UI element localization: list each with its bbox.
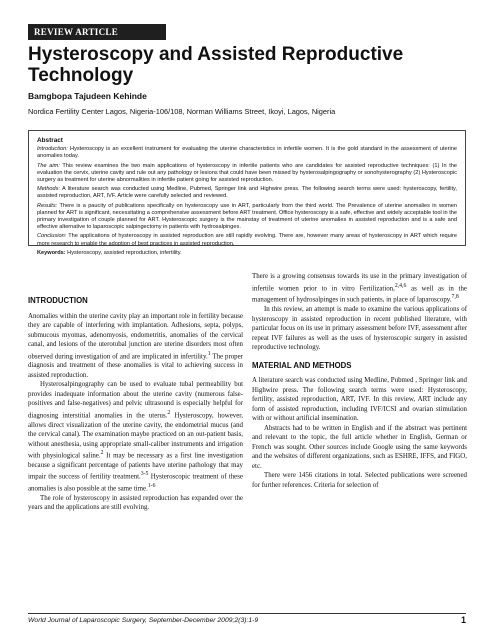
intro-p2-tail: Hysteroscopy, however, allows direct visualization of the uterine cavity, the endometrial mucus (and the cervical canal). The examination maybe practiced on an out-patient basis, without anesthesia, using appropriate small-caliber instruments and irrigation with physiological saline. <box>28 412 243 460</box>
body-right-column <box>252 272 467 490</box>
footer-rule <box>28 613 466 614</box>
abstract-keywords-text: Hysteroscopy, assisted reproduction, infertility. <box>65 249 182 256</box>
intro-p1-tail: The proper diagnosis and treatment of these anomalies is vital to achieving success in assisted reproduction. <box>28 352 243 379</box>
intro-paragraph-2 <box>28 380 243 494</box>
abstract-results-text: There is a paucity of publications specifically on hysteroscopy use in ART, particularly from the third world. The Prevalence of uterine anomalies in women planned for ART is significant, necessitating a comprehensive assessment before ART treatment. Office hysteroscopy is a safe, effective and widely acceptable tool in the primary investigation of couple planned for ART. Hysteroscopic surgery is the mainstay of treatment of uterine anomalies in assisted reproduction and is a safe and effective alternative to laparoscopic salpingectomy in patients with hydrosalpinges. <box>37 202 457 231</box>
intro-paragraph-4 <box>252 272 467 305</box>
abstract-methods <box>37 186 457 200</box>
intro-p2-tail2: It may be necessary as a first line investigation because a significant percentage of patients have uterine pathology that may impair the success of fertility treatment. <box>28 452 243 481</box>
citation-ref: 7,8 <box>451 294 459 301</box>
abstract-box <box>28 130 466 256</box>
intro-paragraph-3: The role of hysteroscopy in assisted reproduction has expanded over the years and the applications are still evolving. <box>28 494 243 512</box>
abstract-introduction <box>37 146 457 160</box>
abstract-heading: Abstract <box>37 137 63 144</box>
intro-p2-tail3: Hysteroscopic treatment of these anomalies is also possible at the same time. <box>28 473 243 493</box>
abstract-keywords <box>37 250 457 257</box>
abstract-introduction-label: Introduction: <box>37 146 68 153</box>
methods-paragraph-2: Abstracts had to be written in English and if the abstract was pertinent and relevant to the topic, the full article whether in English, German or French was sought. Other sources include Google using the same keywords and the websites of different organizations, such as ESHRE, IFFS, and FIGO, etc. <box>252 424 467 470</box>
author-name: Bamgbopa Tajudeen Kehinde <box>28 91 147 101</box>
page-number: 1 <box>460 615 466 625</box>
abstract-aim <box>37 163 457 185</box>
page-footer <box>28 617 466 625</box>
citation-ref: 2,4,6 <box>394 282 407 289</box>
intro-p1-text: Anomalies within the uterine cavity play an important role in fertility because they are capable of interfering with implantation. Adhesions, septa, polyps, submucous myomas, adenomyosis, endometritis, anomalies of the cervical canal, and lesions of the uterotubal junction are uterine disorders most often observed during investigation of and are implicated in infertility. <box>28 312 243 360</box>
body-left-column <box>28 296 243 513</box>
citation-ref: 2 <box>167 409 171 416</box>
intro-paragraph-1 <box>28 312 243 381</box>
intro-paragraph-5: In this review, an attempt is made to examine the various applications of hysteroscopy in assisted reproduction in recent published literature, with particular focus on its use in primary assessment before IVF, assessment after repeat IVF failures as well as the uses of hysteroscopic surgery in assisted reproductive technology. <box>252 306 467 352</box>
citation-ref: 1 <box>207 350 211 357</box>
abstract-keywords-label: Keywords: <box>37 249 66 256</box>
abstract-conclusion-text: The applications of hysteroscopy in assisted reproduction are still rapidly evolving. There are, however many areas of hysteroscopy in ART which require more research to enable the adoption of best practices in assisted reproduction. <box>37 233 457 247</box>
abstract-conclusion <box>37 233 457 247</box>
intro-p4-tail: as well as in the management of hydrosalpinges in such patients, in place of laparoscopy. <box>252 284 467 304</box>
intro-p4-text: There is a growing consensus towards its use in the primary investigation of infertile women prior to in vitro Fertilization, <box>252 273 467 292</box>
citation-ref: 1-6 <box>147 483 156 490</box>
abstract-methods-text: A literature search was conducted using Medline, Pubmed, Springer link and Highwire press. The following search terms were used: hysteroscopy, fertility, assisted reproduction, ART, IVF. Article were carefully selected and reviewed. <box>37 186 457 200</box>
article-title: Hysteroscopy and Assisted Reproductive Technology <box>28 44 404 86</box>
abstract-results-label: Results: <box>37 202 58 209</box>
citation-ref: 3-5 <box>140 471 149 478</box>
abstract-introduction-text: Hysteroscopy is an excellent instrument for evaluating the uterine characteristics in infertile women. It is the gold standard in the assessment of uterine anomalies today. <box>37 146 457 160</box>
journal-citation: World Journal of Laparoscopic Surgery, September-December 2009;2(3):1-9 <box>28 617 259 624</box>
abstract-conclusion-label: Conclusion: <box>37 233 67 240</box>
article-type-banner <box>28 24 166 40</box>
methods-paragraph-1: A literature search was conducted using Medline, Pubmed , Springer link and Highwire press. The following search terms were used: Hysteroscopy, fertility, assisted reproduction, ART, IVF. In this review, ART include any form of assisted reproduction, including IVF/ICSI and ovarian stimulation with or without artificial insemination. <box>252 377 467 423</box>
abstract-aim-label: The aim: <box>37 162 60 169</box>
citation-ref: 2 <box>100 450 104 457</box>
intro-p2-text: Hysterosalpingography can be used to evaluate tubal permeability but provides inadequate information about the uterine cavity (numerous false-positives and false-negatives) and pelvic ultrasound is especially helpful for diagnosing interstitial anomalies in the uterus. <box>28 381 243 420</box>
article-type-label: REVIEW ARTICLE <box>34 27 118 37</box>
abstract-aim-text: This review examines the two main applications of hysteroscopy in infertile patients who are candidates for assisted reproductive techniques: (1) In the evaluation the cervix, uterine cavity and rule out any pathology or lesions that could have been missed by hysterosalpingography or sonohysterography (2) Hysteroscopic surgery as treatment for uterine abnormalities in infertile patient going for assisted reproduction. <box>37 162 457 184</box>
abstract-methods-label: Methods: <box>37 186 61 193</box>
abstract-results <box>37 203 457 232</box>
methods-paragraph-3: There were 1456 citations in total. Selected publications were screened for further references. Criteria for selection of <box>252 472 467 489</box>
methods-heading: MATERIAL AND METHODS <box>252 360 352 370</box>
introduction-heading: INTRODUCTION <box>28 296 88 305</box>
author-affiliation: Nordica Fertility Center Lagos, Nigeria-106/108, Norman Williams Street, Ikoyi, Lagos, Nigeria <box>28 107 336 116</box>
